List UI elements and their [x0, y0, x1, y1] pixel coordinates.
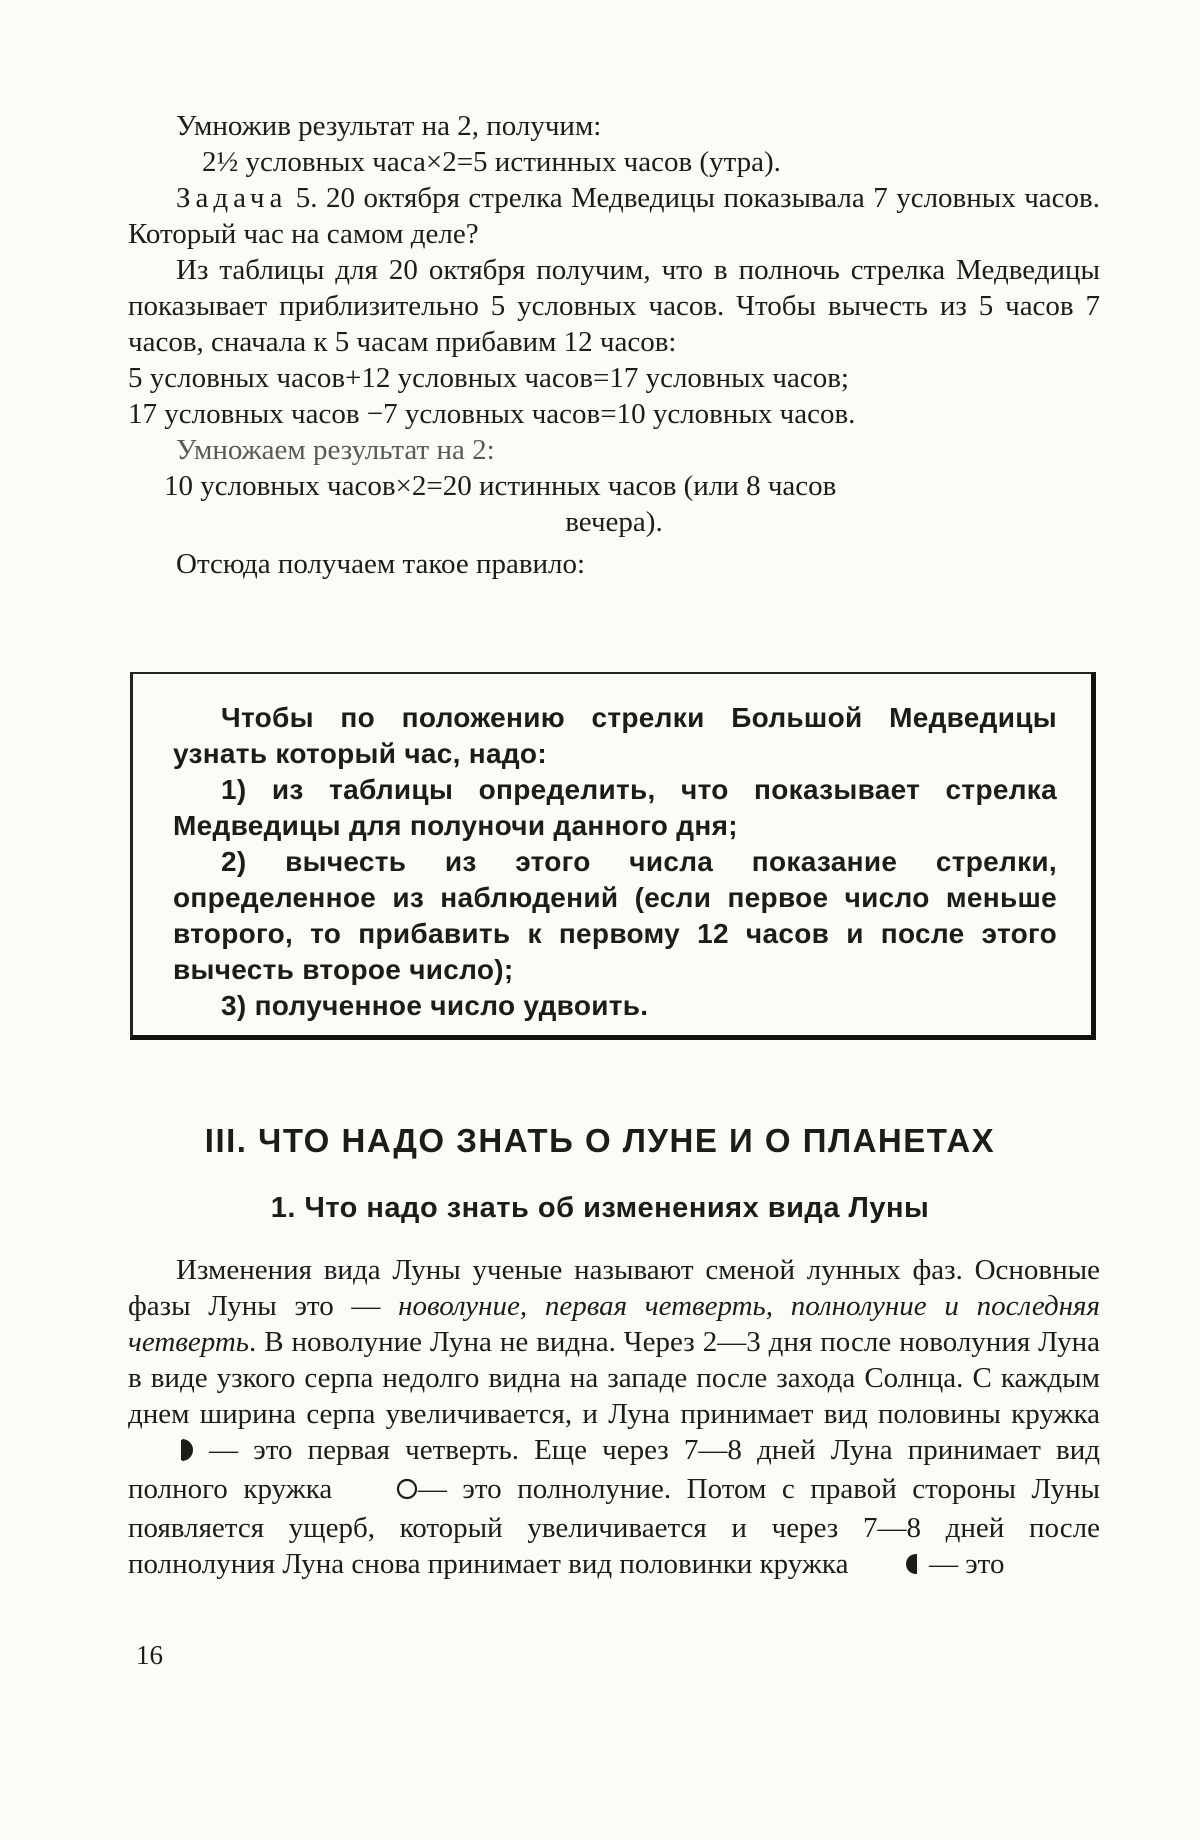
- result-line: Умножив результат на 2, получим:: [176, 110, 602, 142]
- moon-text-2: . В новолуние Луна не видна. Через 2—3 дня после новолуния Луна в виде узкого серпа недолго видна на западе после захода Солнца. С каждым днем ширина серпа увеличивается, и Луна принимает вид половины кружка: [128, 1326, 1100, 1430]
- moon-text-block: [128, 1252, 1100, 1585]
- equation-1: 2½ условных часа×2=5 истинных часов (утра).: [202, 146, 781, 178]
- rule-step-1: 1) из таблицы определить, что показывает стрелка Медведицы для полуночи данного дня;: [173, 774, 1057, 841]
- multiply-line: Умножаем результат на 2:: [176, 434, 495, 466]
- rule-step-3: 3) полученное число удвоить.: [221, 990, 649, 1021]
- moon-text-1: Изменения вида Луны ученые называют сменой лунных фаз. Основные фазы Луны это —: [128, 1254, 1100, 1322]
- equation-2a: 5 условных часов+12 условных часов=17 условных часов;: [128, 362, 849, 394]
- page-number: 16: [136, 1640, 163, 1670]
- first-quarter-moon-icon: [128, 1435, 194, 1471]
- moon-text-5: — это: [921, 1548, 1005, 1580]
- rule-intro-line: Отсюда получаем такое правило:: [176, 548, 586, 580]
- top-text-block: [128, 108, 1100, 582]
- full-moon-icon: [348, 1474, 418, 1510]
- equation-3-cont: вечера).: [565, 506, 663, 538]
- moon-text-3: — это первая четверть. Еще через 7—8 дней Луна принимает вид полного кружка: [128, 1434, 1100, 1505]
- last-quarter-moon-icon: [856, 1549, 922, 1585]
- rule-intro: Чтобы по положению стрелки Большой Медведицы узнать который час, надо:: [173, 702, 1057, 769]
- equation-3: 10 условных часов×2=20 истинных часов (или 8 часов: [164, 470, 837, 502]
- equation-2b: 17 условных часов −7 условных часов=10 условных часов.: [128, 398, 856, 430]
- moon-text-4: — это полнолуние. Потом с правой стороны Луны появляется ущерб, который увеличивается и через 7—8 дней после полнолуния Луна снова принимает вид половинки кружка: [128, 1473, 1100, 1580]
- task-label: Задача: [176, 182, 288, 214]
- moon-paragraph: [128, 1252, 1100, 1585]
- rule-box: [130, 672, 1096, 1040]
- task-5: [128, 180, 1100, 252]
- chapter-title: III. ЧТО НАДО ЗНАТЬ О ЛУНЕ И О ПЛАНЕТАХ: [204, 1122, 996, 1159]
- rule-step-2: 2) вычесть из этого числа показание стрелки, определенное из наблюдений (если первое число меньше второго, то прибавить к первому 12 часов и после этого вычесть второе число);: [173, 846, 1057, 985]
- section-title: 1. Что надо знать об изменениях вида Луны: [270, 1192, 930, 1224]
- task-text: 5. 20 октября стрелка Медведицы показывала 7 условных часов. Который час на самом деле?: [128, 182, 1100, 250]
- moon-phases-italic: новолуние, первая четверть, полнолуние и последняя четверть: [128, 1290, 1100, 1358]
- table-paragraph: Из таблицы для 20 октября получим, что в полночь стрелка Медведицы показывает приблизительно 5 условных часов. Чтобы вычесть из 5 часов 7 часов, сначала к 5 часам прибавим 12 часов:: [128, 254, 1100, 358]
